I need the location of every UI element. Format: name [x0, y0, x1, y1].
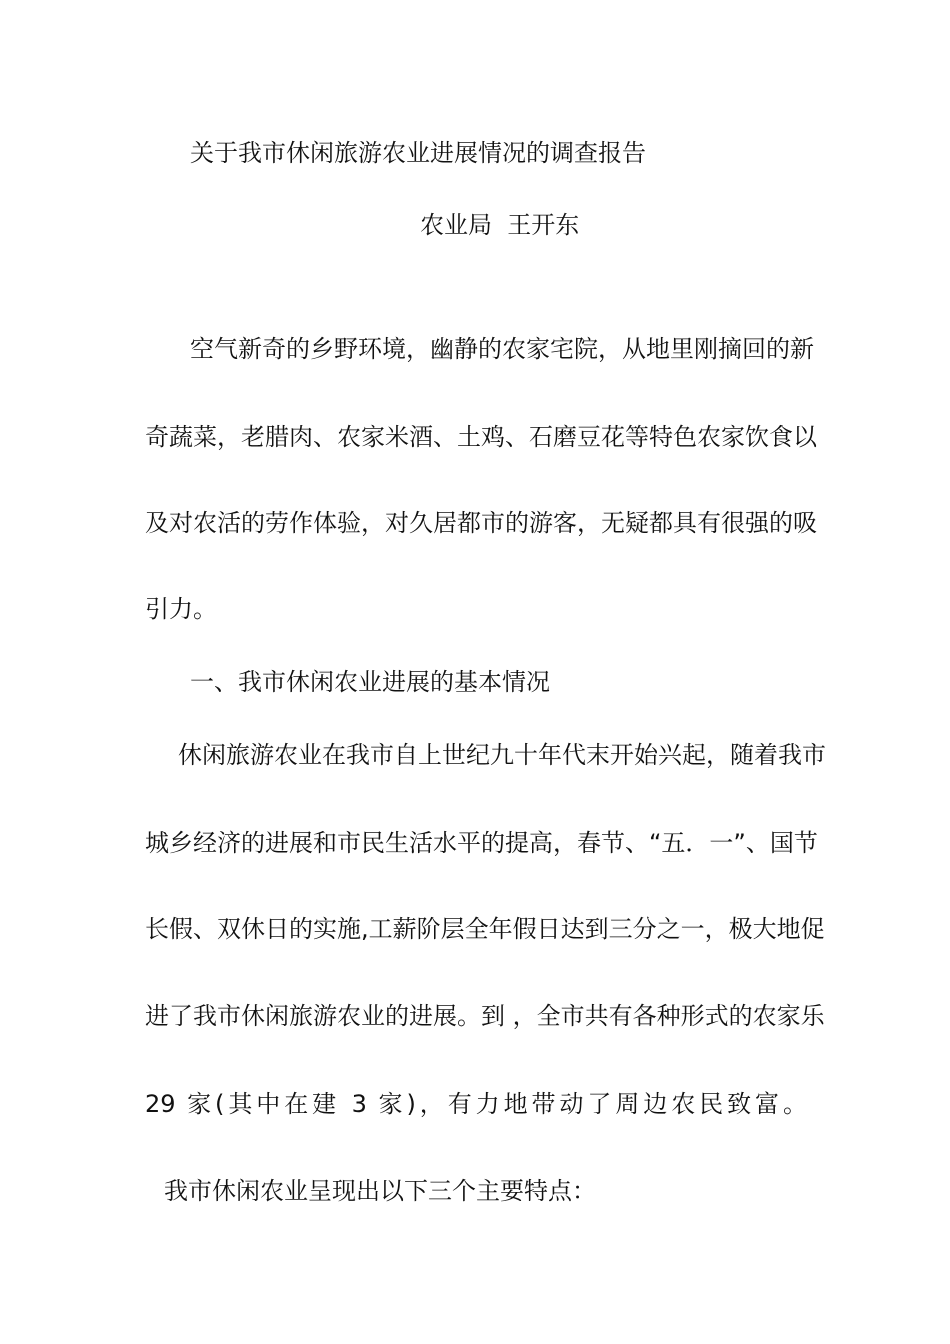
body-line-1: 休闲旅游农业在我市自上世纪九十年代末开始兴起，随着我市	[178, 741, 826, 769]
features-intro: 我市休闲农业呈现出以下三个主要特点：	[164, 1177, 596, 1205]
intro-line-3: 及对农活的劳作体验，对久居都市的游客，无疑都具有很强的吸	[145, 509, 817, 537]
document-title: 关于我市休闲旅游农业进展情况的调查报告	[190, 139, 646, 167]
intro-line-1: 空气新奇的乡野环境，幽静的农家宅院，从地里刚摘回的新	[190, 335, 814, 363]
body-line-5: 29 家(其中在建 3 家)，有力地带动了周边农民致富。	[145, 1090, 807, 1118]
body-line-3: 长假、双休日的实施,工薪阶层全年假日达到三分之一，极大地促	[145, 915, 825, 943]
body-line-4: 进了我市休闲旅游农业的进展。到 ，全市共有各种形式的农家乐	[145, 1002, 825, 1030]
intro-line-4: 引力。	[145, 595, 217, 623]
document-author: 农业局 王开东	[420, 211, 580, 239]
section-heading-1: 一、我市休闲农业进展的基本情况	[190, 668, 550, 696]
body-line-2: 城乡经济的进展和市民生活水平的提高，春节、“五．一”、国节	[145, 829, 818, 857]
intro-line-2: 奇蔬菜，老腊肉、农家米酒、土鸡、石磨豆花等特色农家饮食以	[145, 423, 817, 451]
